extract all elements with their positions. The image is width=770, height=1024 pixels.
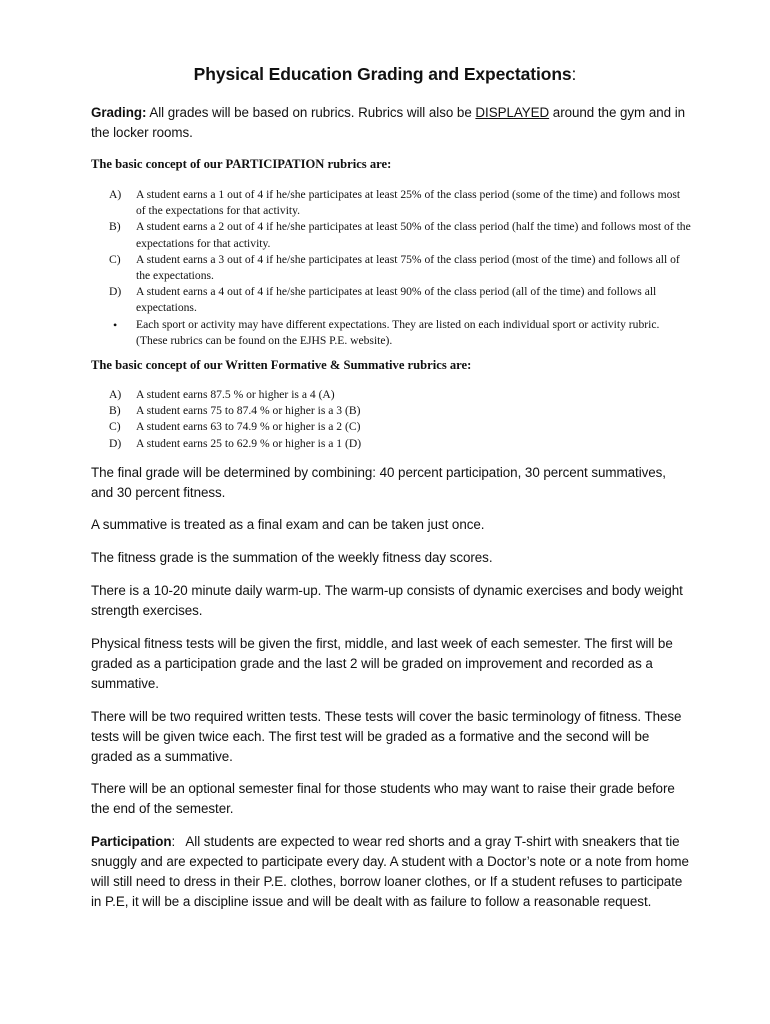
participation-colon: : <box>171 834 176 849</box>
list-item <box>91 419 691 435</box>
list-item-text: A student earns 87.5 % or higher is a 4 (A) <box>136 388 335 401</box>
grading-text-2: around the gym and in the locker rooms. <box>91 105 686 140</box>
participation-label: Participation <box>91 834 172 849</box>
list-marker: D) <box>109 436 122 450</box>
list-marker: C) <box>109 252 121 266</box>
displayed-word: DISPLAYED <box>475 105 550 120</box>
list-item-text: Each sport or activity may have different expectations. They are listed on each individual sport or activity rubric. (These rubrics can be found on the EJHS P.E. website). <box>136 317 660 347</box>
list-marker: B) <box>109 404 121 418</box>
fitness-grade-paragraph: The fitness grade is the summation of the weekly fitness day scores. <box>91 550 493 565</box>
grading-label: Grading: <box>91 105 147 120</box>
written-rubric-heading: The basic concept of our Written Formative & Summative rubrics are: <box>91 358 472 372</box>
list-item-text: A student earns a 3 out of 4 if he/she participates at least 75% of the class period (most of the time) and follows all of the expectations. <box>136 252 680 283</box>
list-item-text: A student earns a 2 out of 4 if he/she participates at least 50% of the class period (half the time) and follows most of the expectations for that activity. <box>136 220 691 250</box>
list-marker: A) <box>109 188 122 201</box>
list-item-text: A student earns 25 to 62.9 % or higher is a 1 (D) <box>136 436 362 450</box>
bullet-marker: • <box>113 317 118 332</box>
list-item <box>91 187 691 219</box>
list-marker: B) <box>109 220 121 234</box>
written-tests-paragraph: There will be two required written tests. These tests will cover the basic terminology of fitness. These tests will be given twice each. The first test will be graded as a formative and the second will be graded as a summative. <box>91 709 682 764</box>
grading-paragraph <box>91 103 691 143</box>
written-rubric-list <box>91 387 691 452</box>
semester-final-paragraph: There will be an optional semester final for those students who may want to raise their grade before the end of the semester. <box>91 781 675 816</box>
list-marker: A) <box>109 388 122 401</box>
list-marker: D) <box>109 285 122 299</box>
list-item <box>91 317 691 349</box>
title-colon: : <box>571 64 577 84</box>
page-title <box>0 64 770 85</box>
list-item <box>91 403 691 419</box>
list-item <box>91 284 691 316</box>
list-item <box>91 387 691 403</box>
list-item-text: A student earns 63 to 74.9 % or higher is a 2 (C) <box>136 420 361 434</box>
summative-paragraph: A summative is treated as a final exam and can be taken just once. <box>91 517 485 532</box>
grading-text-1: All grades will be based on rubrics. Rubrics will also be <box>146 105 476 120</box>
list-item-text: A student earns a 1 out of 4 if he/she participates at least 25% of the class period (some of the time) and follows most of the expectations for that activity. <box>136 188 681 218</box>
list-item <box>91 219 691 251</box>
list-item <box>91 252 691 284</box>
final-grade-paragraph: The final grade will be determined by combining: 40 percent participation, 30 percent summatives, and 30 percent fitness. <box>91 465 666 500</box>
fitness-tests-paragraph: Physical fitness tests will be given the first, middle, and last week of each semester. The first will be graded as a participation grade and the last 2 will be graded on improvement and recorded as a summative. <box>91 636 673 691</box>
participation-rubric-heading: The basic concept of our PARTICIPATION rubrics are: <box>91 157 392 171</box>
title-text: Physical Education Grading and Expectations <box>193 64 572 84</box>
participation-rubric-list <box>91 187 691 349</box>
list-item <box>91 436 691 452</box>
participation-paragraph <box>91 832 691 912</box>
list-item-text: A student earns a 4 out of 4 if he/she participates at least 90% of the class period (all of the time) and follows all expectations. <box>136 285 657 315</box>
participation-text: All students are expected to wear red shorts and a gray T-shirt with sneakers that tie snuggly and are expected to participate every day. A student with a Doctor’s note or a note from home will still need to dress in their P.E. clothes, borrow loaner clothes, or If a student refuses to participate in P.E, it will be a discipline issue and will be dealt with as failure to follow a reasonable request. <box>91 834 693 909</box>
warmup-paragraph: There is a 10-20 minute daily warm-up. The warm-up consists of dynamic exercises and body weight strength exercises. <box>91 583 683 618</box>
list-marker: C) <box>109 420 121 434</box>
list-item-text: A student earns 75 to 87.4 % or higher is a 3 (B) <box>136 404 361 418</box>
